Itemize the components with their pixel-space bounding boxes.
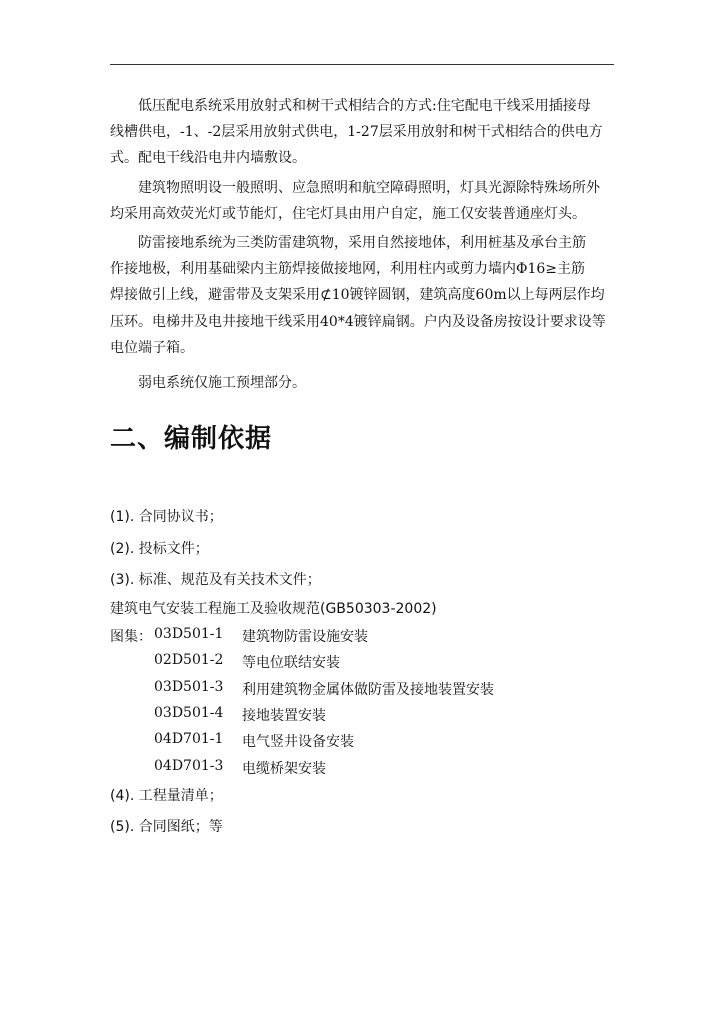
atlas-code: 03D501-4: [154, 705, 224, 721]
atlas-code: 03D501-1: [154, 626, 224, 642]
text-line: 焊接做引上线，避雷带及支架采用⊄10镀锌圆钢，建筑高度60m以上每两层作均: [110, 287, 605, 304]
atlas-code: 04D701-1: [154, 731, 224, 747]
atlas-code: 02D501-2: [154, 652, 224, 668]
atlas-name: 电气竖井设备安装: [242, 734, 354, 750]
paragraph-lightning-grounding: [110, 230, 615, 361]
section-heading: 二、编制依据: [110, 424, 273, 454]
paragraph-weak-current: [110, 370, 615, 396]
basis-item-contract: (1). 合同协议书；: [110, 509, 223, 525]
basis-item-bid: (2). 投标文件；: [110, 541, 209, 557]
basis-item-drawings: (5). 合同图纸；等: [110, 819, 223, 835]
atlas-row: [0, 705, 724, 725]
atlas-label: 图集：: [110, 629, 152, 645]
atlas-row: [0, 758, 724, 778]
atlas-name: 接地装置安装: [242, 708, 326, 724]
text-line: 压环。电梯井及电井接地干线采用40*4镀锌扁钢。户内及设备房按设计要求设等: [110, 313, 606, 330]
atlas-name: 建筑物防雷设施安装: [242, 629, 368, 645]
basis-item-quantities: (4). 工程量清单；: [110, 788, 223, 804]
text-line: 防雷接地系统为三类防雷建筑物，采用自然接地体，利用桩基及承台主筋: [138, 235, 586, 251]
atlas-code: 04D701-3: [154, 758, 224, 774]
text-line: 均采用高效荧光灯或节能灯，住宅灯具由用户自定，施工仅安装普通座灯头。: [110, 206, 586, 223]
text-line: 弱电系统仅施工预埋部分。: [138, 375, 306, 391]
text-line: 建筑物照明设一般照明、应急照明和航空障碍照明，灯具光源除特殊场所外: [138, 180, 600, 196]
text-line: 电位端子箱。: [110, 339, 194, 356]
standard-reference: 建筑电气安装工程施工及验收规范(GB50303-2002): [110, 601, 437, 617]
atlas-code: 03D501-3: [154, 679, 224, 695]
text-line: 低压配电系统采用放射式和树干式相结合的方式:住宅配电干线采用插接母: [138, 98, 591, 114]
paragraph-lighting: [110, 175, 615, 227]
atlas-name: 利用建筑物金属体做防雷及接地装置安装: [242, 682, 494, 698]
text-line: 式。配电干线沿电井内墙敷设。: [110, 150, 306, 167]
atlas-row: [0, 679, 724, 699]
text-line: 作接地极，利用基础梁内主筋焊接做接地网，利用柱内或剪力墙内Φ16≥主筋: [110, 261, 586, 278]
atlas-name: 等电位联结安装: [242, 655, 340, 671]
atlas-row: [0, 731, 724, 751]
header-rule: [110, 64, 614, 65]
text-line: 线槽供电，-1、-2层采用放射式供电，1-27层采用放射和树干式相结合的供电方: [110, 124, 603, 141]
paragraph-low-voltage: [110, 93, 615, 172]
atlas-name: 电缆桥架安装: [242, 761, 326, 777]
basis-item-standards: (3). 标准、规范及有关技术文件；: [110, 572, 321, 588]
atlas-row: [0, 652, 724, 672]
atlas-row: [0, 626, 724, 646]
